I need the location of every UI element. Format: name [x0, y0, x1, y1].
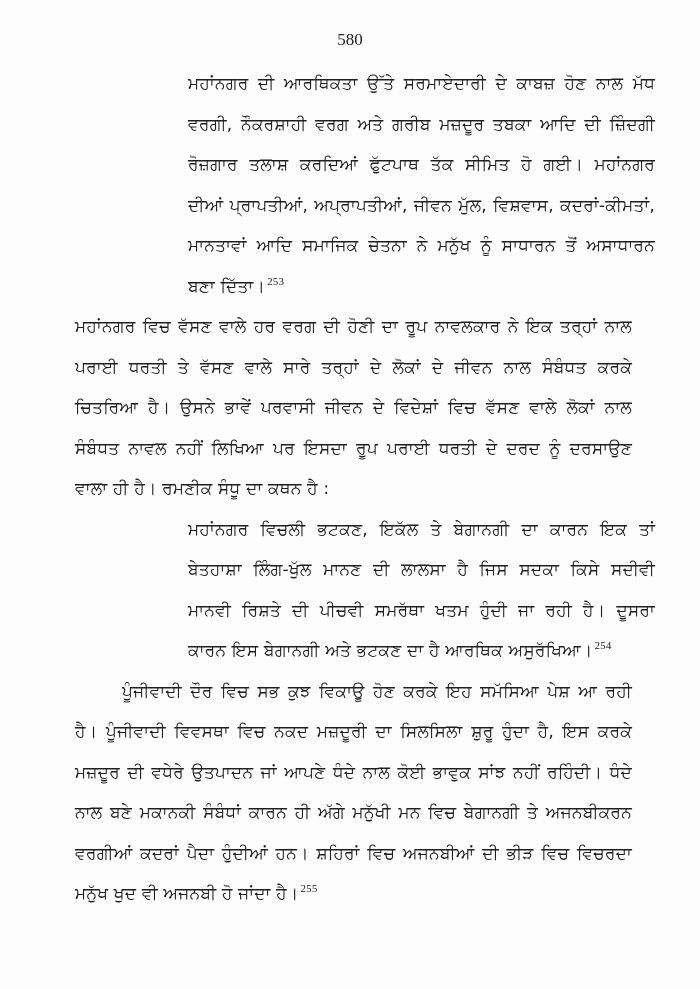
paragraph-2: [0, 672, 700, 915]
text-line: ਪੂੰਜੀਵਾਦੀ ਦੌਰ ਵਿਚ ਸਭ ਕੁਝ ਵਿਕਾਊ ਹੋਣ ਕਰਕੇ ਇਹ ਸਮੱਸਿਆ ਪੇਸ਼ ਆ ਰਹੀ: [122, 681, 632, 702]
blockquote-2: [0, 510, 700, 672]
footnote-ref-255: 255: [300, 883, 318, 896]
text-line: [75, 874, 632, 915]
text-line: ਮਜ਼ਦੂਰ ਦੀ ਵਧੇਰੇ ਉਤਪਾਦਨ ਜਾਂ ਆਪਣੇ ਧੰਦੇ ਨਾਲ ਕੋਈ ਭਾਵੁਕ ਸਾਂਝ ਨਹੀਂ ਰਹਿੰਦੀ। ਧੰਦੇ: [75, 762, 632, 783]
text-line: ਮਾਨਵੀ ਰਿਸ਼ਤੇ ਦੀ ਪੀਚਵੀ ਸਮਰੱਥਾ ਖਤਮ ਹੁੰਦੀ ਜਾ ਰਹੀ ਹੈ। ਦੂਸਰਾ: [188, 600, 655, 621]
text-line: ਮਹਾਂਨਗਰ ਦੀ ਆਰਥਿਕਤਾ ਉੱਤੇ ਸਰਮਾਏਦਾਰੀ ਦੇ ਕਾਬਜ਼ ਹੋਣ ਨਾਲ ਮੱਧ: [188, 74, 655, 94]
text-line: ਬੇਤਹਾਸ਼ਾ ਲਿੰਗ-ਖੁੱਲ ਮਾਨਣ ਦੀ ਲਾਲਸਾ ਹੈ ਜਿਸ ਸਦਕਾ ਕਿਸੇ ਸਦੀਵੀ: [188, 560, 655, 580]
text-line: [188, 631, 655, 672]
page-number: 580: [337, 30, 363, 49]
text-line: ਪਰਾਈ ਧਰਤੀ ਤੇ ਵੱਸਣ ਵਾਲੇ ਸਾਰੇ ਤਰ੍ਹਾਂ ਦੇ ਲੋਕਾਂ ਦੇ ਜੀਵਨ ਨਾਲ ਸੰਬੰਧਤ ਕਰਕੇ: [75, 357, 632, 378]
quote-closing-text: ਬਣਾ ਦਿੱਤਾ।: [188, 276, 266, 297]
text-line: ਵਰਗੀ, ਨੌਕਰਸ਼ਾਹੀ ਵਰਗ ਅਤੇ ਗਰੀਬ ਮਜ਼ਦੂਰ ਤਬਕਾ ਆਦਿ ਦੀ ਜ਼ਿੰਦਗੀ: [188, 114, 655, 135]
text-line: ਮਹਾਂਨਗਰ ਵਿਚਲੀ ਭਟਕਣ, ਇਕੱਲ ਤੇ ਬੇਗਾਨਗੀ ਦਾ ਕਾਰਨ ਇਕ ਤਾਂ: [188, 519, 655, 540]
text-line: [188, 267, 655, 308]
text-line: ਮਾਨਤਾਵਾਂ ਆਦਿ ਸਮਾਜਿਕ ਚੇਤਨਾ ਨੇ ਮਨੁੱਖ ਨੂੰ ਸਾਧਾਰਨ ਤੋਂ ਅਸਾਧਾਰਨ: [188, 236, 655, 256]
footnote-ref-253: 253: [267, 275, 285, 288]
paragraph-1: [0, 307, 700, 510]
text-line: ਵਾਲਾ ਹੀ ਹੈ। ਰਮਣੀਕ ਸੰਧੂ ਦਾ ਕਥਨ ਹੈ :: [75, 479, 330, 499]
page-body: [0, 64, 700, 915]
text-line: ਹੈ। ਪੂੰਜੀਵਾਦੀ ਵਿਵਸਥਾ ਵਿਚ ਨਕਦ ਮਜ਼ਦੂਰੀ ਦਾ ਸਿਲਸਿਲਾ ਸ਼ੁਰੂ ਹੁੰਦਾ ਹੈ, ਇਸ ਕਰਕੇ: [75, 722, 632, 742]
text-line: ਵਰਗੀਆਂ ਕਦਰਾਂ ਪੈਦਾ ਹੁੰਦੀਆਂ ਹਨ। ਸ਼ਹਿਰਾਂ ਵਿਚ ਅਜਨਬੀਆਂ ਦੀ ਭੀੜ ਵਿਚ ਵਿਚਰਦਾ: [75, 843, 632, 864]
text-line: ਦੀਆਂ ਪ੍ਰਾਪਤੀਆਂ, ਅਪ੍ਰਾਪਤੀਆਂ, ਜੀਵਨ ਮੁੱਲ, ਵਿਸ਼ਵਾਸ, ਕਦਰਾਂ-ਕੀਮਤਾਂ,: [188, 195, 655, 216]
text-line: ਰੋਜ਼ਗਾਰ ਤਲਾਸ਼ ਕਰਦਿਆਂ ਫੁੱਟਪਾਥ ਤੱਕ ਸੀਮਿਤ ਹੋ ਗਈ। ਮਹਾਂਨਗਰ: [188, 155, 655, 175]
blockquote-1: [0, 64, 700, 307]
quote-closing-text: ਕਾਰਨ ਇਸ ਬੇਗਾਨਗੀ ਅਤੇ ਭਟਕਣ ਦਾ ਹੈ ਆਰਥਿਕ ਅਸੁਰੱਖਿਆ।: [188, 641, 593, 661]
footnote-ref-254: 254: [594, 640, 612, 653]
text-line: ਨਾਲ ਬਣੇ ਮਕਾਨਕੀ ਸੰਬੰਧਾਂ ਕਾਰਨ ਹੀ ਅੱਗੇ ਮਨੁੱਖੀ ਮਨ ਵਿਚ ਬੇਗਾਨਗੀ ਤੇ ਅਜਨਬੀਕਰਨ: [75, 803, 632, 823]
paragraph-closing-text: ਮਨੁੱਖ ਖੁਦ ਵੀ ਅਜਨਬੀ ਹੋ ਜਾਂਦਾ ਹੈ।: [75, 884, 299, 904]
text-line: ਮਹਾਂਨਗਰ ਵਿਚ ਵੱਸਣ ਵਾਲੇ ਹਰ ਵਰਗ ਦੀ ਹੋਣੀ ਦਾ ਰੂਪ ਨਾਵਲਕਾਰ ਨੇ ਇਕ ਤਰ੍ਹਾਂ ਨਾਲ: [75, 317, 632, 337]
text-line: ਸੰਬੰਧਤ ਨਾਵਲ ਨਹੀਂ ਲਿਖਿਆ ਪਰ ਇਸਦਾ ਰੂਪ ਪਰਾਈ ਧਰਤੀ ਦੇ ਦਰਦ ਨੂੰ ਦਰਸਾਉਣ: [75, 438, 632, 459]
text-line: ਚਿਤਰਿਆ ਹੈ। ਉਸਨੇ ਭਾਵੇਂ ਪਰਵਾਸੀ ਜੀਵਨ ਦੇ ਵਿਦੇਸ਼ਾਂ ਵਿਚ ਵੱਸਣ ਵਾਲੇ ਲੋਕਾਂ ਨਾਲ: [75, 398, 632, 418]
